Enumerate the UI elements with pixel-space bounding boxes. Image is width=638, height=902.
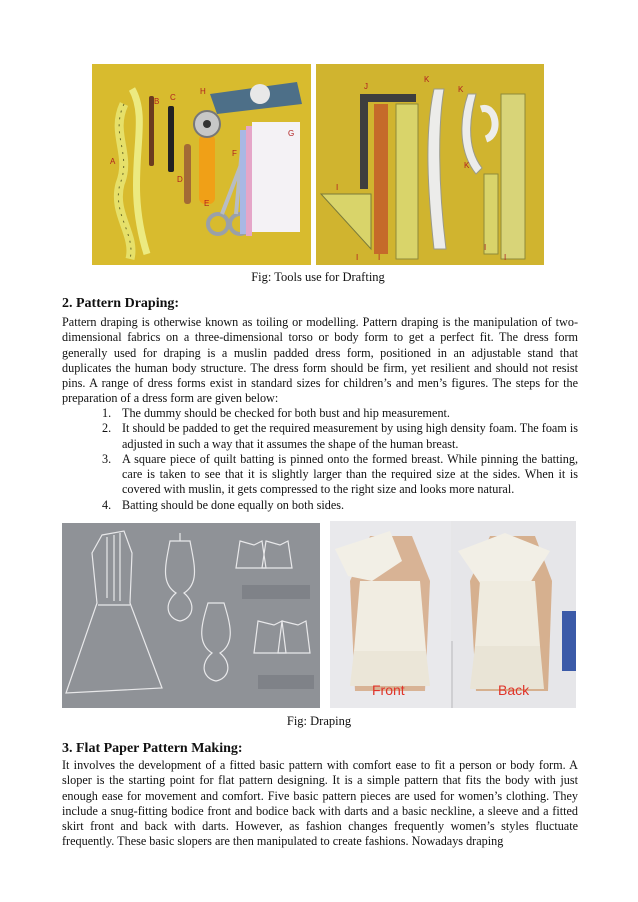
label-j: J: [364, 82, 368, 91]
label-k-2: K: [458, 85, 464, 94]
label-k-3: K: [464, 161, 470, 170]
step-number: 4.: [102, 497, 112, 512]
label-i-1: I: [336, 183, 339, 192]
label-k-1: K: [424, 75, 430, 84]
step-item: [102, 452, 578, 498]
dress-form-steps-list: [102, 406, 578, 513]
front-photo-label: Front: [372, 682, 405, 698]
label-e: E: [204, 199, 210, 208]
back-photo-label: Back: [498, 682, 530, 698]
tools-figure: [92, 64, 544, 265]
label-b: B: [154, 97, 160, 106]
step-item: [102, 406, 578, 421]
step-number: 3.: [102, 451, 112, 466]
tools-photo-left: [92, 64, 311, 265]
step-number: 1.: [102, 406, 112, 420]
draping-photo-panel: [330, 521, 576, 708]
figure-caption-draping: Fig: Draping: [286, 714, 352, 728]
section-heading-flat-pattern: 3. Flat Paper Pattern Making:: [62, 741, 243, 756]
step-text: It should be padded to get the required measurement by using high density foam. The foam is adjusted in such a way that it assumes the shape of the human breast.: [122, 421, 578, 451]
draping-photos-illustration: [330, 521, 576, 708]
flat-pattern-paragraph: It involves the development of a fitted basic pattern with comfort ease to fit a person or body form. A sloper is the starting point for flat pattern designing. It is a simple pattern that fits the body with just enough ease for movement and comfort. Five basic pattern pieces are used for women’s clothing. They include a snug-fitting bodice front and bodice back with darts and a basic neckline, a sleeve and a fitted skirt front and back with darts. However, as fashion changes frequently women’s styles fluctuate frequently. These basic slopers are then manipulated to create fashions. Nowadays draping: [62, 758, 578, 849]
label-f: F: [232, 149, 237, 158]
label-i-5: I: [504, 253, 507, 262]
figure-caption-tools: Fig: Tools use for Drafting: [251, 270, 385, 284]
label-i-2: I: [356, 253, 359, 262]
rulers-illustration: [316, 64, 544, 265]
sewing-tools-illustration: [92, 64, 311, 265]
step-number: 2.: [102, 421, 112, 436]
label-a: A: [110, 157, 116, 166]
tools-photo-right: [316, 64, 544, 265]
label-g: G: [288, 129, 295, 138]
label-d: D: [177, 175, 183, 184]
label-c: C: [170, 93, 176, 102]
step-text: Batting should be done equally on both sides.: [122, 497, 345, 512]
draping-sketch-panel: [62, 523, 320, 708]
step-text: A square piece of quilt batting is pinned onto the formed breast. While pinning the batting, care is taken to see that it is slightly larger than the required size at the sides. When it is covered with muslin, it gets compressed to the right size and looks more natural.: [122, 451, 578, 497]
label-i-3: I: [378, 253, 381, 262]
label-i-4: I: [484, 243, 487, 252]
label-h: H: [200, 87, 206, 96]
step-item: [102, 421, 578, 452]
step-item: [102, 498, 578, 513]
draping-paragraph: Pattern draping is otherwise known as toiling or modelling. Pattern draping is the manipulation of two-dimensional fabrics on a three-dimensional torso or body form to get a perfect fit. The dress form generally used for draping is a muslin padded dress form, positioned in an adjustable stand that duplicates the human body structure. The dress form should be firm, yet resilient and should not resist pins. A range of dress forms exist in standard sizes for children’s and men’s figures. The steps for the preparation of a dress form are given below:: [62, 315, 578, 406]
draping-sketches-illustration: [62, 523, 320, 708]
step-text: The dummy should be checked for both bust and hip measurement.: [122, 406, 450, 420]
section-heading-draping: 2. Pattern Draping:: [62, 296, 180, 311]
